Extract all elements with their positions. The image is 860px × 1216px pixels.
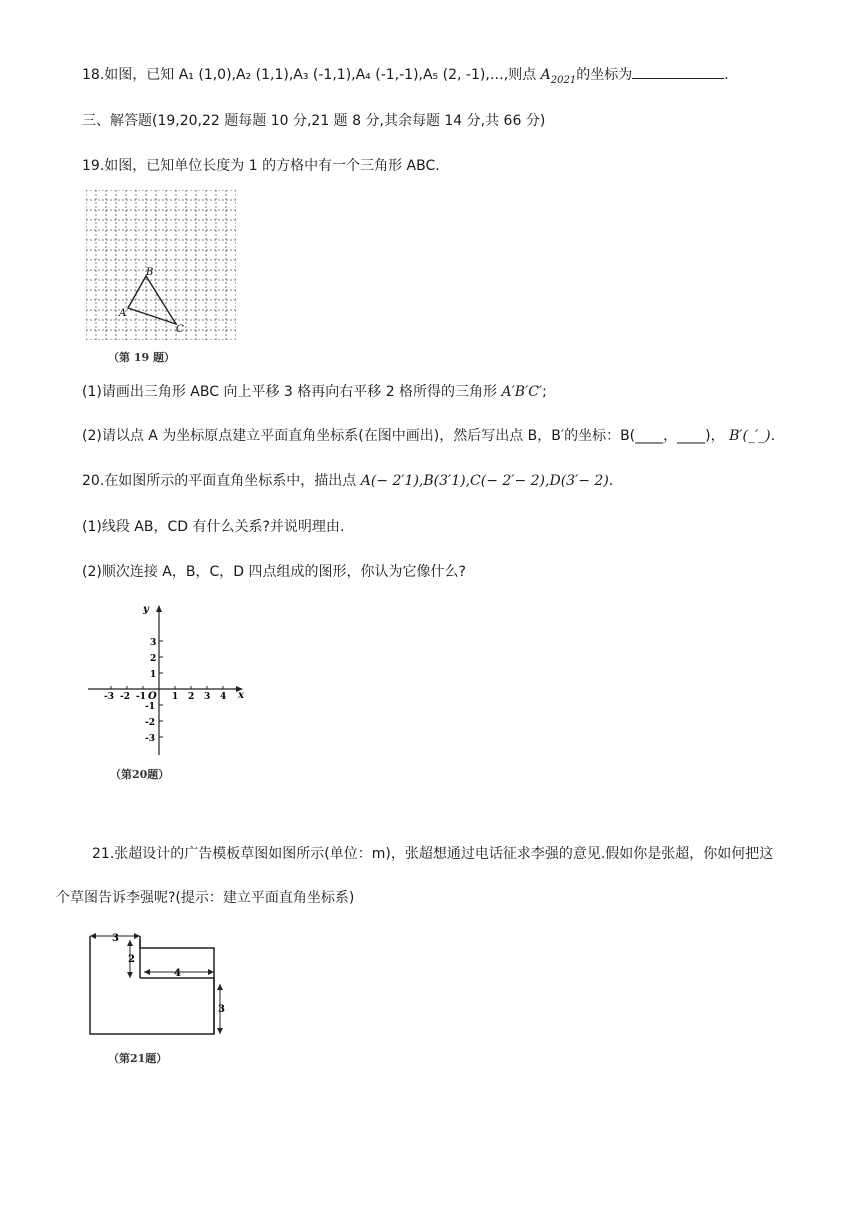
q18-prefix: 18.如图，已知 A₁ (1,0),A₂ (1,1),A₃ (-1,1),A₄ (-1,-1),A₅ (2, -1),…,则点 (82, 67, 541, 83)
label-c: C (176, 324, 184, 335)
origin-label: O (148, 691, 157, 702)
x-tick-label: -2 (120, 692, 130, 702)
x-tick-label: -3 (104, 692, 114, 702)
q21-caption: （第21题） (108, 1052, 168, 1065)
q21-template-figure (84, 926, 244, 1046)
x-tick-label: -1 (136, 692, 146, 702)
y-tick-label: 1 (150, 670, 157, 680)
q20-axes-figure (86, 600, 256, 760)
q20-part1: (1)线段 AB，CD 有什么关系?并说明理由. (82, 519, 345, 535)
x-tick-label: 2 (188, 692, 195, 702)
y-axis-label: y (143, 604, 149, 615)
dim-right: 3 (218, 1004, 225, 1015)
q18-point: A (540, 67, 551, 83)
q20-part2: (2)顺次连接 A，B，C，D 四点组成的图形，你认为它像什么? (82, 564, 466, 580)
label-b: B (146, 267, 154, 278)
y-tick-label: 2 (150, 654, 157, 664)
q19-part2 (82, 426, 775, 446)
q19-part1 (82, 382, 547, 402)
q18-suffix: 的坐标为 (576, 67, 633, 83)
y-tick-label: -3 (145, 734, 155, 744)
q18-line (82, 64, 729, 91)
x-tick-label: 1 (172, 692, 179, 702)
q19-part1-math: A′B′C′ (501, 384, 543, 400)
q19-part2-text: (2)请以点 A 为坐标原点建立平面直角坐标系(在图中画出)，然后写出点 B，B′的坐标：B(____，____)， (82, 428, 725, 444)
q19-part2-math: B′(_′_). (729, 428, 776, 444)
dim-top: 3 (112, 933, 119, 944)
x-axis-label: x (238, 690, 244, 701)
q20-caption: （第20题） (110, 768, 170, 781)
q18-point-sub: 2021 (550, 74, 577, 86)
q20-stem-math: A(− 2′1),B(3′1),C(− 2′− 2),D(3′− 2). (360, 473, 614, 489)
x-tick-label: 3 (204, 692, 211, 702)
q19-part1-text: (1)请画出三角形 ABC 向上平移 3 格再向右平移 2 格所得的三角形 (82, 384, 502, 400)
dim-left: 2 (128, 954, 135, 965)
y-tick-label: -2 (145, 718, 155, 728)
y-tick-label: -1 (145, 702, 155, 712)
q18-end: . (724, 67, 729, 83)
q19-caption: （第 19 题） (108, 351, 175, 364)
q19-part1-end: ; (542, 384, 547, 400)
q19-stem: 19.如图，已知单位长度为 1 的方格中有一个三角形 ABC. (82, 158, 440, 174)
q20-stem (82, 471, 613, 491)
y-tick-label: 3 (150, 638, 157, 648)
template-outline (90, 936, 214, 1034)
dim-mid: 4 (174, 968, 181, 979)
q18-answer-blank (632, 64, 724, 79)
section-3-header: 三、解答题(19,20,22 题每题 10 分,21 题 8 分,其余每题 14 分,共 66 分) (82, 113, 546, 129)
x-tick-label: 4 (220, 692, 227, 702)
label-a: A (119, 308, 127, 319)
q19-grid-figure (86, 190, 236, 340)
q21-line1: 21.张超设计的广告模板草图如图所示(单位：m)，张超想通过电话征求李强的意见.假如你是张超，你如何把这 (92, 846, 774, 862)
q21-line2: 个草图告诉李强呢?(提示：建立平面直角坐标系) (56, 890, 355, 906)
q20-stem-text: 20.在如图所示的平面直角坐标系中，描出点 (82, 473, 361, 489)
